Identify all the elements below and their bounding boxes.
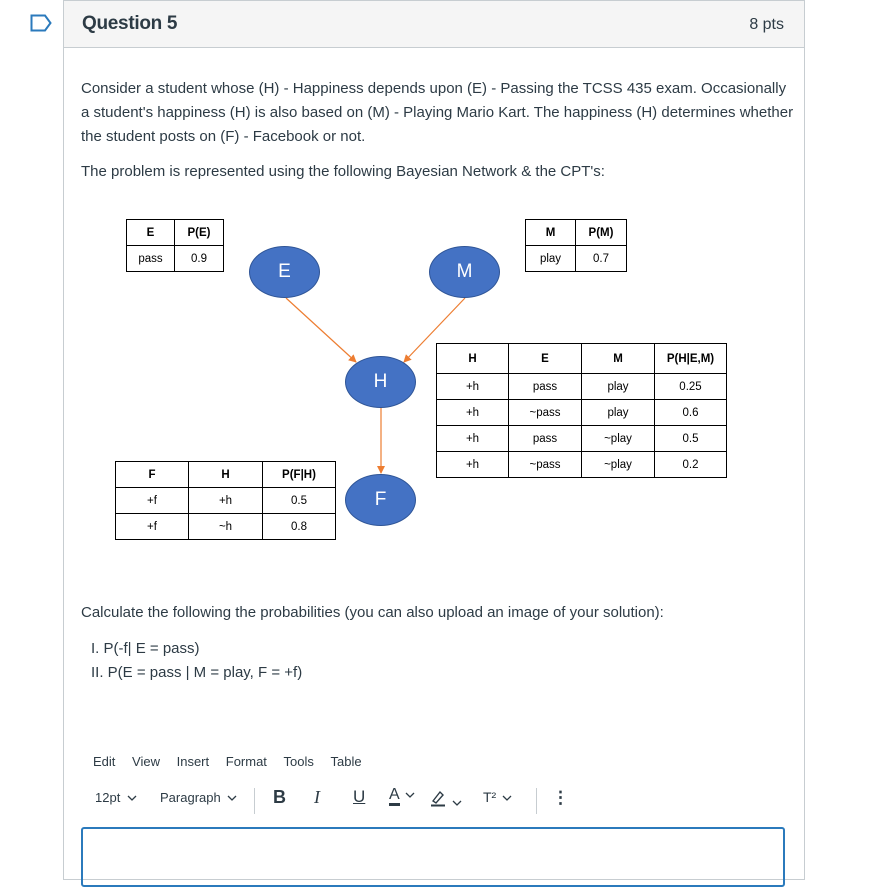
cpt-f-cell: ~h xyxy=(189,514,263,540)
underline-button[interactable]: U xyxy=(353,787,366,806)
node-e: E xyxy=(249,246,320,298)
chevron-down-icon xyxy=(405,791,415,799)
question-paragraph-1: Consider a student whose (H) - Happiness depends upon (E) - Passing the TCSS 435 exam. Occasionally a student's happiness (H) is also based on (M) - Playing Mario Kart. The happiness (H) determines whether the student posts on (F) - Facebook or not. xyxy=(81,80,794,145)
cpt-m-cell: 0.7 xyxy=(576,246,627,272)
superscript-button[interactable] xyxy=(483,789,512,805)
cpt-m-header: M xyxy=(526,220,576,246)
edge-e-to-h xyxy=(286,298,356,362)
chevron-down-icon xyxy=(502,794,512,802)
node-h: H xyxy=(345,356,416,408)
cpt-h-cell: +h xyxy=(437,452,509,478)
superscript-glyph: T² xyxy=(483,789,497,805)
menu-table[interactable]: Table xyxy=(330,754,362,769)
cpt-e-header: P(E) xyxy=(175,220,224,246)
cpt-h-cell: 0.2 xyxy=(655,452,727,478)
menu-tools[interactable]: Tools xyxy=(283,754,314,769)
cpt-h-cell: ~pass xyxy=(509,452,582,478)
highlight-color-button[interactable] xyxy=(429,789,462,810)
cpt-h-header: P(H|E,M) xyxy=(655,344,727,374)
probability-item-1: I. P(-f| E = pass) xyxy=(91,640,200,657)
bold-button[interactable]: B xyxy=(273,787,286,807)
menu-format[interactable]: Format xyxy=(225,754,267,769)
toolbar-divider xyxy=(254,788,255,814)
menu-insert[interactable]: Insert xyxy=(176,754,210,769)
node-m: M xyxy=(429,246,500,298)
cpt-h-cell: +h xyxy=(437,400,509,426)
text-color-glyph: A xyxy=(389,787,400,806)
cpt-h-cell: 0.6 xyxy=(655,400,727,426)
cpt-e-table xyxy=(126,219,224,272)
editor-menubar xyxy=(93,754,375,769)
cpt-h-header: H xyxy=(437,344,509,374)
cpt-f-header: H xyxy=(189,462,263,488)
cpt-h-header: M xyxy=(582,344,655,374)
cpt-h-cell: pass xyxy=(509,426,582,452)
cpt-e-header: E xyxy=(127,220,175,246)
cpt-h-cell: ~pass xyxy=(509,400,582,426)
cpt-h-cell: pass xyxy=(509,374,582,400)
cpt-f-cell: +f xyxy=(116,514,189,540)
menu-view[interactable]: View xyxy=(132,754,160,769)
chevron-down-icon xyxy=(127,794,137,802)
question-title: Question 5 xyxy=(82,13,178,34)
cpt-m-cell: play xyxy=(526,246,576,272)
cpt-e-cell: pass xyxy=(127,246,175,272)
menu-edit[interactable]: Edit xyxy=(93,754,116,769)
cpt-h-cell: ~play xyxy=(582,452,655,478)
question-points: 8 pts xyxy=(749,16,784,33)
text-color-button[interactable] xyxy=(389,787,415,806)
toolbar-divider xyxy=(536,788,537,814)
cpt-h-cell: 0.5 xyxy=(655,426,727,452)
font-size-dropdown[interactable] xyxy=(95,790,137,805)
cpt-h-cell: +h xyxy=(437,374,509,400)
cpt-m-table xyxy=(525,219,627,272)
cpt-h-cell: play xyxy=(582,374,655,400)
node-f: F xyxy=(345,474,416,526)
cpt-h-table xyxy=(436,343,727,478)
cpt-m-header: P(M) xyxy=(576,220,627,246)
cpt-f-cell: +f xyxy=(116,488,189,514)
block-format-dropdown[interactable] xyxy=(160,790,237,805)
cpt-h-cell: play xyxy=(582,400,655,426)
cpt-h-cell: +h xyxy=(437,426,509,452)
highlighter-icon xyxy=(429,789,447,807)
calculate-instructions: Calculate the following the probabilities (you can also upload an image of your solution): xyxy=(81,604,664,621)
question-paragraph-2: The problem is represented using the following Bayesian Network & the CPT's: xyxy=(81,163,605,180)
cpt-h-cell: ~play xyxy=(582,426,655,452)
cpt-f-header: P(F|H) xyxy=(263,462,336,488)
block-format-value: Paragraph xyxy=(160,790,221,805)
probability-item-2: II. P(E = pass | M = play, F = +f) xyxy=(91,664,303,681)
probability-items xyxy=(91,637,302,685)
cpt-f-cell: 0.8 xyxy=(263,514,336,540)
italic-button[interactable]: I xyxy=(314,787,320,807)
cpt-e-cell: 0.9 xyxy=(175,246,224,272)
cpt-h-header: E xyxy=(509,344,582,374)
cpt-f-header: F xyxy=(116,462,189,488)
cpt-f-table xyxy=(115,461,336,540)
cpt-f-cell: 0.5 xyxy=(263,488,336,514)
chevron-down-icon xyxy=(452,799,462,807)
answer-editor[interactable] xyxy=(81,827,785,887)
font-size-value: 12pt xyxy=(95,790,121,805)
more-options-button[interactable]: ⋮ xyxy=(552,788,569,807)
cpt-f-cell: +h xyxy=(189,488,263,514)
cpt-h-cell: 0.25 xyxy=(655,374,727,400)
chevron-down-icon xyxy=(227,794,237,802)
